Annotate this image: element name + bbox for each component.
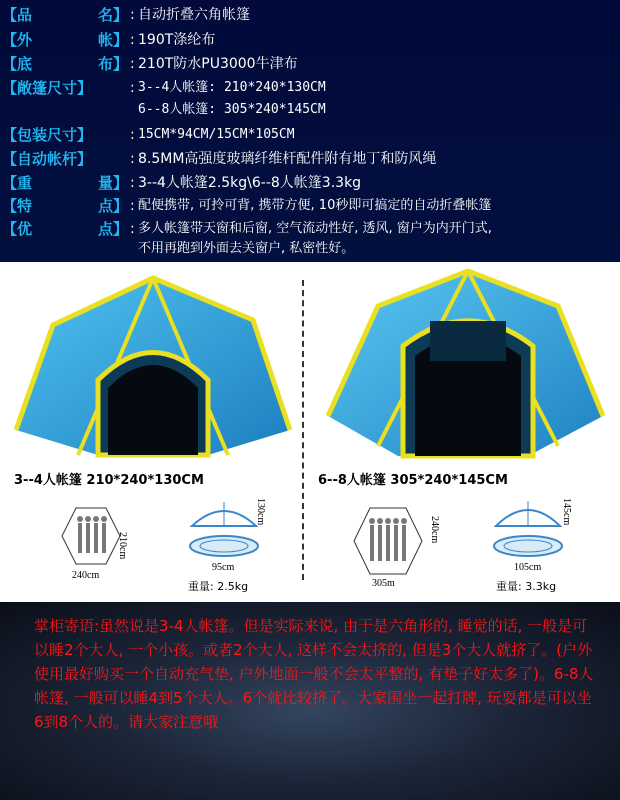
small-depth-dim: 210cm [117, 532, 128, 560]
small-tent-floor-diagram [60, 505, 122, 567]
spec-label: 【包装尺寸】 [2, 126, 93, 144]
spec-separator: : [130, 198, 135, 214]
product-images [0, 262, 620, 602]
spec-value: 自动折叠六角帐篷 [138, 7, 250, 23]
large-depth-dim: 240cm [429, 516, 440, 544]
spec-label: 【外 [2, 31, 33, 49]
spec-value: 配便携带, 可拎可背, 携带方便, 10秒即可搞定的自动折叠帐篷 [138, 198, 492, 213]
spec-label: 名】 [97, 6, 128, 24]
large-base-dim: 105cm [514, 562, 542, 573]
spec-value: 8.5MM高强度玻璃纤维杆配件附有地丁和防风绳 [138, 151, 437, 167]
spec-value: 3--4人帐篷: 210*240*130CM [138, 80, 326, 95]
spec-label: 【敞篷尺寸】 [2, 79, 93, 97]
spec-label: 点】 [97, 197, 128, 215]
spec-label: 布】 [97, 55, 128, 73]
spec-label: 【自动帐杆】 [2, 150, 93, 168]
spec-label: 【优 [2, 220, 33, 238]
spec-separator: : [130, 32, 135, 48]
spec-value: 190T涤纶布 [138, 32, 216, 48]
large-weight: 重量: 3.3kg [496, 580, 557, 593]
small-base-dim: 95cm [212, 562, 235, 573]
small-tent-photo [8, 270, 298, 465]
large-tent-caption: 6--8人帐篷 305*240*145CM [318, 473, 508, 488]
spec-value: 6--8人帐篷: 305*240*145CM [138, 102, 326, 117]
large-tent-photo [318, 266, 613, 466]
spec-separator: : [130, 221, 135, 237]
spec-separator: : [130, 80, 135, 96]
spec-label: 【品 [2, 6, 33, 24]
spec-label: 【底 [2, 55, 33, 73]
large-height-dim: 145cm [561, 498, 572, 526]
spec-label: 【重 [2, 174, 33, 192]
large-tent-floor-diagram [352, 505, 424, 577]
small-width-dim: 240cm [72, 570, 100, 581]
spec-value: 210T防水PU3000牛津布 [138, 56, 298, 72]
spec-label: 帐】 [97, 31, 128, 49]
large-tent-side-diagram [488, 498, 568, 560]
seller-note-section [0, 602, 620, 800]
spec-label: 点】 [97, 220, 128, 238]
small-tent-caption: 3--4人帐篷 210*240*130CM [14, 473, 204, 488]
spec-value: 15CM*94CM/15CM*105CM [138, 127, 295, 142]
spec-value: 不用再跑到外面去关窗户, 私密性好。 [138, 241, 355, 256]
spec-separator: : [130, 56, 135, 72]
spec-separator: : [130, 151, 135, 167]
divider [302, 280, 304, 580]
spec-label: 量】 [97, 174, 128, 192]
small-height-dim: 130cm [255, 498, 266, 526]
large-width-dim: 305m [372, 578, 395, 589]
spec-value: 3--4人帐篷2.5kg\6--8人帐篷3.3kg [138, 175, 362, 191]
spec-section [0, 0, 620, 262]
small-tent-side-diagram [184, 498, 264, 560]
spec-value: 多人帐篷带天窗和后窗, 空气流动性好, 透风, 窗户为内开门式, [138, 221, 492, 236]
spec-separator: : [130, 7, 135, 23]
small-weight: 重量: 2.5kg [188, 580, 249, 593]
spec-separator: : [130, 175, 135, 191]
seller-note: 掌柜寄语:虽然说是3-4人帐篷。但是实际来说, 由于是六角形的, 睡觉的话, 一般是可以睡2个大人, 一个小孩。或者2个大人, 这样不会太挤的, 但是3个大人就挤了。(户外使用最好购买一个自动充气垫, 户外地面一般不会太平整的, 有垫子好太多了)。6-8人帐篷, 一般可以睡4到5个大人。6个就比较挤了。大家围坐一起打牌, 玩耍都是可以坐6到8个人的。请大家注意哦 [34, 617, 594, 731]
spec-separator: : [130, 127, 135, 143]
spec-label: 【特 [2, 197, 33, 215]
